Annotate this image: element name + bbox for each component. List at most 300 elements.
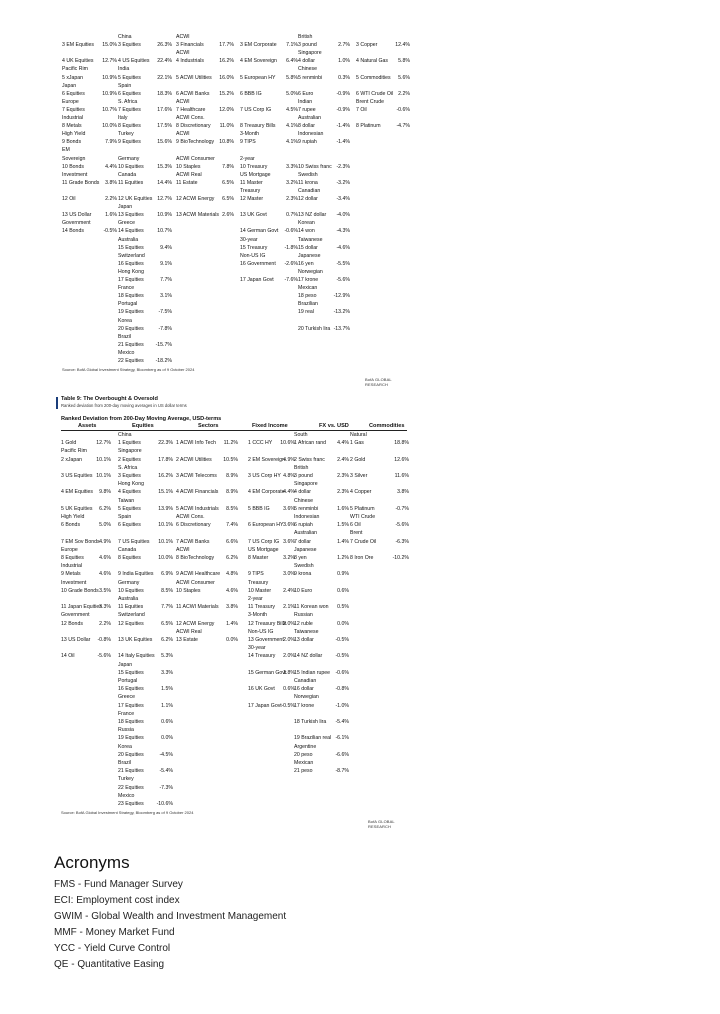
table8-footer: BofA GLOBAL RESEARCH bbox=[365, 377, 392, 387]
table-row bbox=[58, 645, 410, 653]
table-cell-value: -0.9% bbox=[336, 106, 350, 113]
table-cell-label: 19 Brazilian real bbox=[294, 735, 332, 742]
table-row bbox=[58, 571, 410, 579]
table-cell-label: Switzerland bbox=[118, 612, 145, 619]
table-cell-label: ACWI bbox=[176, 131, 190, 138]
table-cell-value: -1.4% bbox=[336, 139, 350, 146]
table-row bbox=[58, 489, 410, 497]
table9-title: Table 9: The Overbought & Oversold bbox=[61, 396, 158, 402]
table-cell-label: 11 Treasury bbox=[248, 604, 276, 611]
table-cell-label: 5 Equities bbox=[118, 74, 141, 81]
table-cell-value: 16.0% bbox=[219, 74, 234, 81]
table-cell-value: 10.0% bbox=[158, 555, 173, 561]
table-cell-label: Government bbox=[62, 220, 91, 227]
table-row bbox=[58, 522, 410, 530]
table-cell-value: 2.7% bbox=[338, 42, 350, 49]
table-cell-label: 7 Oil bbox=[356, 106, 367, 113]
table-cell-label: 21 Equities bbox=[118, 341, 144, 348]
table-cell-label: 14 Treasury bbox=[248, 653, 276, 660]
table-row bbox=[58, 637, 410, 645]
table-cell-value: 5.6% bbox=[398, 74, 410, 81]
table-cell-value: 6.5% bbox=[222, 179, 234, 186]
table-cell-value: 5.8% bbox=[286, 74, 298, 81]
table-cell-value: -13.7% bbox=[333, 325, 350, 332]
table-cell-label: Indonesian bbox=[298, 131, 324, 138]
table-cell-label: 19 Equities bbox=[118, 309, 144, 316]
table-cell-label: 9 rupiah bbox=[298, 139, 317, 146]
table-cell-value: -5.6% bbox=[97, 653, 111, 660]
table-cell-label: 4 dollar bbox=[298, 58, 316, 65]
table-row bbox=[62, 253, 410, 261]
table-cell-value: 1.0% bbox=[338, 58, 350, 65]
table-cell-label: 10 Staples bbox=[176, 587, 201, 594]
table-cell-value: 4.8% bbox=[283, 473, 295, 479]
table-cell-label: 4 Copper bbox=[350, 489, 372, 496]
table-cell-value: -5.4% bbox=[335, 719, 349, 725]
table-cell-value: -1.0% bbox=[335, 702, 349, 709]
table-cell-value: 10.6% bbox=[280, 440, 295, 447]
table-cell-label: 20 Equities bbox=[118, 325, 144, 332]
table-cell-label: 5 ACWI Industrials bbox=[176, 505, 219, 512]
table-cell-value: 13.9% bbox=[158, 505, 173, 512]
table-cell-label: 14 Equities bbox=[118, 228, 144, 235]
table-row bbox=[62, 164, 410, 172]
table-cell-label: 14 Italy Equities bbox=[118, 653, 155, 660]
table-cell-value: -0.5% bbox=[335, 637, 349, 643]
table-cell-label: Chinese bbox=[294, 497, 314, 504]
table-row bbox=[58, 686, 410, 694]
table-row bbox=[62, 204, 410, 212]
table-cell-label: 8 Discretionary bbox=[176, 123, 211, 130]
table-cell-label: 16 Equities bbox=[118, 260, 144, 267]
table-cell-label: US Mortgage bbox=[248, 546, 279, 553]
table-row bbox=[58, 711, 410, 719]
table-cell-label: 5 European HY bbox=[240, 74, 276, 81]
table-cell-label: 16 dollar bbox=[294, 686, 314, 693]
table-cell-label: 7 Equities bbox=[118, 106, 141, 113]
table-cell-label: 17 Equities bbox=[118, 702, 144, 709]
table-cell-label: Spain bbox=[118, 514, 132, 520]
table-row bbox=[62, 334, 410, 342]
table-cell-label: 3 EM Equities bbox=[62, 42, 95, 49]
table-cell-label: Germany bbox=[118, 579, 140, 586]
table-cell-label: Mexico bbox=[118, 792, 135, 799]
table-cell-label: Singapore bbox=[294, 481, 318, 488]
table-cell-label: 4 UK Equities bbox=[62, 58, 94, 65]
table-cell-value: -0.8% bbox=[335, 686, 349, 693]
table-row bbox=[58, 539, 410, 547]
table-cell-value: 4.1% bbox=[286, 123, 298, 130]
table-cell-label: 1 Equities bbox=[118, 440, 141, 447]
table-row bbox=[58, 604, 410, 612]
table-cell-label: 5 Platinum bbox=[350, 505, 375, 512]
table-cell-value: 14.4% bbox=[157, 179, 172, 186]
table-cell-label: 12 ruble bbox=[294, 620, 313, 627]
table-cell-label: 5 Commodities bbox=[356, 74, 391, 81]
table-cell-label: Japanese bbox=[298, 252, 321, 259]
table-cell-label: 12 Bonds bbox=[61, 620, 83, 627]
table-cell-value: -4.5% bbox=[159, 751, 173, 758]
table-cell-label: 3 Copper bbox=[356, 42, 378, 49]
table-row bbox=[58, 457, 410, 465]
table-cell-label: ACWI Real bbox=[176, 628, 202, 635]
table-cell-label: Singapore bbox=[118, 448, 142, 455]
table-cell-label: 10 Grade Bonds bbox=[61, 587, 99, 594]
table-cell-label: 5 renminbi bbox=[298, 74, 323, 81]
table-cell-value: 2.2% bbox=[99, 620, 111, 627]
table-cell-label: 4 Industrials bbox=[176, 58, 204, 65]
table8-source: Source: BofA Global Investment Strategy, Bloomberg as of 9 October 2024 bbox=[62, 367, 195, 372]
table-cell-label: 4 US Equities bbox=[118, 58, 150, 65]
table-cell-label: 10 Bonds bbox=[62, 163, 84, 170]
table-row bbox=[58, 473, 410, 481]
table-cell-value: -0.6% bbox=[284, 228, 298, 235]
table-cell-value: 8.5% bbox=[226, 505, 238, 512]
table-cell-label: Singapore bbox=[298, 50, 322, 57]
table-cell-label: 10 Equities bbox=[118, 163, 144, 170]
table-cell-label: 3-Month bbox=[248, 612, 268, 619]
table-cell-label: 1 Gold bbox=[61, 440, 77, 447]
table-row bbox=[62, 326, 410, 334]
table-cell-label: ACWI Consumer bbox=[176, 579, 215, 586]
table-cell-label: 30-year bbox=[248, 645, 266, 652]
header-equities: Equities bbox=[132, 423, 154, 429]
table-cell-label: 14 Oil bbox=[61, 653, 75, 660]
table-row bbox=[58, 588, 410, 596]
table-cell-value: 2.4% bbox=[337, 456, 349, 463]
table-cell-label: Portugal bbox=[118, 301, 138, 308]
table-cell-value: -1.4% bbox=[336, 123, 350, 130]
table-cell-label: 13 Government bbox=[248, 637, 284, 643]
table-cell-value: 12.7% bbox=[102, 58, 117, 65]
table-cell-label: Portugal bbox=[118, 678, 138, 684]
table-cell-label: 13 NZ dollar bbox=[298, 212, 327, 219]
table-cell-value: 10.1% bbox=[96, 456, 111, 463]
table-cell-value: 2.4% bbox=[283, 587, 295, 594]
table-cell-label: 5 ACWI Utilities bbox=[176, 74, 212, 81]
table-cell-label: 20 Turkish lira bbox=[298, 325, 331, 332]
table-cell-value: 11.0% bbox=[219, 123, 234, 130]
table-cell-value: 10.1% bbox=[158, 522, 173, 529]
table-cell-value: 15.1% bbox=[158, 489, 173, 496]
table-cell-label: 7 dollar bbox=[294, 538, 312, 545]
table-cell-label: Japan bbox=[62, 82, 77, 89]
table-cell-label: 14 Bonds bbox=[62, 228, 84, 235]
table-row bbox=[58, 530, 410, 538]
table-cell-value: 5.0% bbox=[286, 90, 298, 97]
table-row bbox=[62, 237, 410, 245]
table-cell-label: 3 ACWI Telecoms bbox=[176, 473, 217, 479]
table-cell-value: 1.6% bbox=[337, 505, 349, 512]
table-cell-label: Mexico bbox=[118, 349, 135, 356]
table-cell-label: 11 krona bbox=[298, 179, 318, 186]
table-cell-value: -10.2% bbox=[392, 555, 409, 561]
table9-rows bbox=[58, 432, 410, 810]
table-row bbox=[62, 91, 410, 99]
table-cell-value: 10.7% bbox=[102, 106, 117, 113]
table-cell-value: 4.6% bbox=[226, 587, 238, 594]
table-cell-label: 16 UK Govt bbox=[248, 686, 275, 693]
table-cell-label: ACWI bbox=[176, 50, 190, 57]
table-cell-label: 4 ACWI Financials bbox=[176, 489, 219, 496]
table-cell-label: France bbox=[118, 710, 135, 717]
table-cell-label: 8 BioTechnology bbox=[176, 555, 215, 561]
table-cell-label: 3 pound bbox=[294, 473, 313, 479]
table-cell-value: 4.8% bbox=[226, 571, 238, 578]
table-cell-value: -4.7% bbox=[396, 123, 410, 130]
table-row bbox=[58, 760, 410, 768]
table-cell-label: Brazilian bbox=[298, 301, 318, 308]
table-cell-value: 3.6% bbox=[283, 538, 295, 545]
table-cell-label: Greece bbox=[118, 694, 136, 701]
table-cell-label: 13 Equities bbox=[118, 212, 144, 219]
table-cell-value: 9.4% bbox=[160, 244, 172, 251]
table-cell-label: 15 Treasury bbox=[240, 244, 268, 251]
table-cell-label: WTI Crude bbox=[350, 514, 376, 520]
table-cell-label: 12 Treasury Bills bbox=[248, 620, 287, 627]
table-row bbox=[58, 481, 410, 489]
header-sectors: Sectors bbox=[198, 423, 219, 429]
table-cell-label: Australia bbox=[118, 596, 139, 602]
table-cell-label: 19 real bbox=[298, 309, 314, 316]
table-cell-label: 8 Treasury Bills bbox=[240, 123, 276, 130]
table-row bbox=[62, 115, 410, 123]
table-cell-label: 10 Treasury bbox=[240, 163, 268, 170]
table-cell-label: 12 ACWI Energy bbox=[176, 620, 215, 627]
table-cell-value: 7.7% bbox=[161, 604, 173, 611]
table-cell-label: 4 Natural Gas bbox=[356, 58, 389, 65]
table-cell-label: 9 Equities bbox=[118, 139, 141, 146]
table-cell-label: 6 Euro bbox=[298, 90, 314, 97]
table-cell-label: 9 BioTechnology bbox=[176, 139, 215, 146]
table-cell-label: 7 US Corp IG bbox=[240, 106, 272, 113]
table-cell-label: 8 Equities bbox=[118, 555, 141, 561]
header-fixed-income: Fixed Income bbox=[252, 423, 288, 429]
table-cell-label: 3 US Corp HY bbox=[248, 473, 281, 479]
table-cell-value: 1.5% bbox=[161, 686, 173, 693]
table-cell-value: 1.4% bbox=[226, 620, 238, 627]
table-cell-label: 7 US Equities bbox=[118, 538, 150, 545]
table-cell-value: 9.1% bbox=[160, 260, 172, 267]
table-cell-value: 3.8% bbox=[105, 179, 117, 186]
table-cell-value: 10.9% bbox=[102, 74, 117, 81]
table-cell-label: 6 Discretionary bbox=[176, 522, 211, 529]
table-cell-value: -4.6% bbox=[336, 244, 350, 251]
table-cell-value: -12.9% bbox=[333, 293, 350, 300]
table-cell-label: 18 Equities bbox=[118, 293, 144, 300]
table-row bbox=[58, 678, 410, 686]
table-cell-label: ACWI Real bbox=[176, 171, 202, 178]
table-cell-label: 11 Korean won bbox=[294, 604, 329, 611]
table-cell-value: 3.8% bbox=[226, 604, 238, 611]
table-cell-label: 22 Equities bbox=[118, 784, 144, 791]
table-cell-label: 20 peso bbox=[294, 751, 313, 758]
table-cell-value: 0.6% bbox=[337, 587, 349, 594]
acronyms-title: Acronyms bbox=[54, 853, 130, 872]
table-cell-value: 8.5% bbox=[161, 587, 173, 594]
table-cell-label: 11 Japan Equities bbox=[61, 604, 102, 611]
table-cell-label: 8 Equities bbox=[61, 555, 84, 561]
table-cell-label: Brent Crude bbox=[356, 98, 384, 105]
table-row bbox=[62, 75, 410, 83]
table-cell-label: 11 ACWI Materials bbox=[176, 604, 219, 611]
table-cell-label: 15 Equities bbox=[118, 669, 144, 676]
table-cell-label: 6 ACWI Banks bbox=[176, 90, 210, 97]
table-cell-value: -1.8% bbox=[284, 244, 298, 251]
table-cell-value: 10.9% bbox=[157, 212, 172, 219]
table9 bbox=[56, 396, 410, 829]
table-cell-label: Australian bbox=[294, 530, 318, 537]
table-cell-value: 17.8% bbox=[158, 456, 173, 463]
table-cell-label: 3 pound bbox=[298, 42, 317, 49]
table-cell-value: 3.8% bbox=[397, 489, 409, 496]
table-cell-label: 8 Master bbox=[248, 555, 269, 561]
table-cell-value: -15.7% bbox=[155, 341, 172, 348]
table-cell-value: -3.2% bbox=[336, 179, 350, 186]
table-cell-value: 4.6% bbox=[99, 555, 111, 561]
table-cell-label: Japan bbox=[118, 661, 133, 668]
table-row bbox=[62, 350, 410, 358]
table-row bbox=[58, 744, 410, 752]
table-row bbox=[58, 506, 410, 514]
table-cell-value: 26.3% bbox=[157, 42, 172, 49]
table-cell-label: 11 Master bbox=[240, 179, 263, 186]
table-cell-value: 0.5% bbox=[337, 604, 349, 611]
table-cell-label: 13 Estate bbox=[176, 637, 198, 643]
table-cell-label: 3 Equities bbox=[118, 42, 141, 49]
table-cell-value: 7.8% bbox=[222, 163, 234, 170]
table-row bbox=[62, 58, 410, 66]
table-cell-value: 5.8% bbox=[398, 58, 410, 65]
table-cell-label: Taiwanese bbox=[294, 628, 319, 635]
table-cell-value: 4.9% bbox=[99, 538, 111, 545]
table-cell-value: 0.9% bbox=[337, 571, 349, 578]
table-cell-label: Korean bbox=[298, 220, 315, 227]
table-cell-value: 2.0% bbox=[283, 637, 295, 643]
table-row bbox=[58, 612, 410, 620]
table-cell-label: China bbox=[118, 432, 132, 438]
table-cell-value: -5.6% bbox=[336, 277, 350, 283]
table-cell-value: 2.2% bbox=[105, 196, 117, 202]
table-cell-value: 10.1% bbox=[96, 473, 111, 479]
table-cell-label: S. Africa bbox=[118, 98, 138, 105]
table-cell-label: 2-year bbox=[240, 155, 255, 162]
table-cell-label: British bbox=[294, 464, 309, 471]
table-row bbox=[58, 465, 410, 473]
table-cell-value: 12.6% bbox=[394, 456, 409, 463]
table-cell-label: 2-year bbox=[248, 596, 263, 602]
table-cell-label: 17 Japan Govt bbox=[240, 277, 274, 283]
table-cell-value: 3.6% bbox=[283, 505, 295, 512]
table-cell-label: 15 German Govt bbox=[248, 669, 287, 676]
table-cell-label: 1 ACWI Info Tech bbox=[176, 440, 216, 447]
table-cell-label: 5 renminbi bbox=[294, 505, 319, 512]
table-cell-label: Argentine bbox=[294, 743, 317, 750]
table-cell-label: 4 dollar bbox=[294, 489, 312, 496]
table-row bbox=[62, 147, 410, 155]
table-cell-value: 3.1% bbox=[160, 293, 172, 300]
table-cell-label: 9 TIPS bbox=[248, 571, 264, 578]
acronym-eci: ECI: Employment cost index bbox=[54, 895, 180, 906]
table-cell-value: -6.1% bbox=[335, 735, 349, 742]
table-cell-value: -7.8% bbox=[158, 325, 172, 332]
table-cell-value: 7.9% bbox=[105, 139, 117, 146]
table-cell-label: 2 ACWI Utilities bbox=[176, 456, 212, 463]
table-cell-value: -10.6% bbox=[156, 801, 173, 807]
table-row bbox=[58, 440, 410, 448]
table-cell-label: Brent bbox=[350, 530, 363, 537]
table-cell-label: Greece bbox=[118, 220, 136, 227]
table-cell-label: 2 Gold bbox=[350, 456, 366, 463]
table-cell-value: 11.2% bbox=[223, 440, 238, 447]
table-cell-value: -7.5% bbox=[158, 309, 172, 316]
table-cell-label: 5 xJapan bbox=[62, 74, 84, 81]
acronym-ycc: YCC - Yield Curve Control bbox=[54, 943, 171, 954]
table8-rows bbox=[62, 34, 410, 369]
table-cell-value: 1.5% bbox=[337, 522, 349, 529]
table-cell-value: -8.7% bbox=[335, 768, 349, 775]
table-cell-label: India bbox=[118, 66, 130, 73]
table-cell-value: 0.0% bbox=[161, 735, 173, 742]
table-row bbox=[62, 123, 410, 131]
table-cell-value: -0.7% bbox=[395, 505, 409, 512]
table-cell-label: Australian bbox=[298, 115, 322, 121]
table-cell-label: 21 Equities bbox=[118, 768, 144, 775]
table-cell-label: Spain bbox=[118, 82, 132, 89]
table-cell-value: 1.6% bbox=[105, 212, 117, 219]
table-cell-label: 16 Government bbox=[240, 260, 276, 267]
table-cell-label: 9 krona bbox=[294, 571, 312, 578]
table-cell-label: ACWI Cons. bbox=[176, 514, 205, 520]
header-fx-vs-usd: FX vs. USD bbox=[319, 423, 349, 429]
table-row bbox=[58, 432, 410, 440]
table-cell-label: 13 ACWI Materials bbox=[176, 212, 219, 219]
table-cell-value: -5.6% bbox=[395, 522, 409, 529]
table-cell-label: 8 Platinum bbox=[356, 123, 381, 130]
table-cell-label: 9 Metals bbox=[61, 571, 81, 578]
table-cell-value: 1.2% bbox=[337, 555, 349, 561]
table-row bbox=[62, 220, 410, 228]
table-cell-value: -2.3% bbox=[336, 163, 350, 170]
table-cell-label: 6 Oil bbox=[350, 522, 361, 529]
table-cell-label: 11 Grade Bonds bbox=[62, 179, 100, 186]
table-row bbox=[58, 662, 410, 670]
table-row bbox=[62, 212, 410, 220]
table-cell-value: 4.9% bbox=[283, 456, 295, 463]
table-cell-value: 12.4% bbox=[395, 42, 410, 49]
table-row bbox=[62, 342, 410, 350]
table-cell-label: Italy bbox=[118, 115, 128, 121]
table-row bbox=[62, 131, 410, 139]
table-cell-value: 3.2% bbox=[283, 555, 295, 561]
table-cell-label: S. Africa bbox=[118, 464, 138, 471]
table-cell-label: Industrial bbox=[61, 563, 83, 570]
table9-footer: BofA GLOBAL RESEARCH bbox=[368, 819, 395, 829]
table-cell-label: 14 won bbox=[298, 228, 315, 235]
table-cell-value: 1.1% bbox=[161, 702, 173, 709]
table-row bbox=[62, 318, 410, 326]
table-row bbox=[58, 785, 410, 793]
table-cell-label: High Yield bbox=[62, 131, 86, 138]
table-cell-label: 23 Equities bbox=[118, 801, 144, 807]
table-cell-value: 12.7% bbox=[157, 196, 172, 202]
table-cell-label: 10 Master bbox=[248, 587, 272, 594]
table-cell-label: 4 Equities bbox=[118, 489, 141, 496]
table-cell-label: ACWI Consumer bbox=[176, 155, 215, 162]
table-cell-label: Brazil bbox=[118, 333, 131, 340]
table-cell-value: 3.0% bbox=[283, 571, 295, 578]
table-cell-label: Government bbox=[61, 612, 90, 619]
